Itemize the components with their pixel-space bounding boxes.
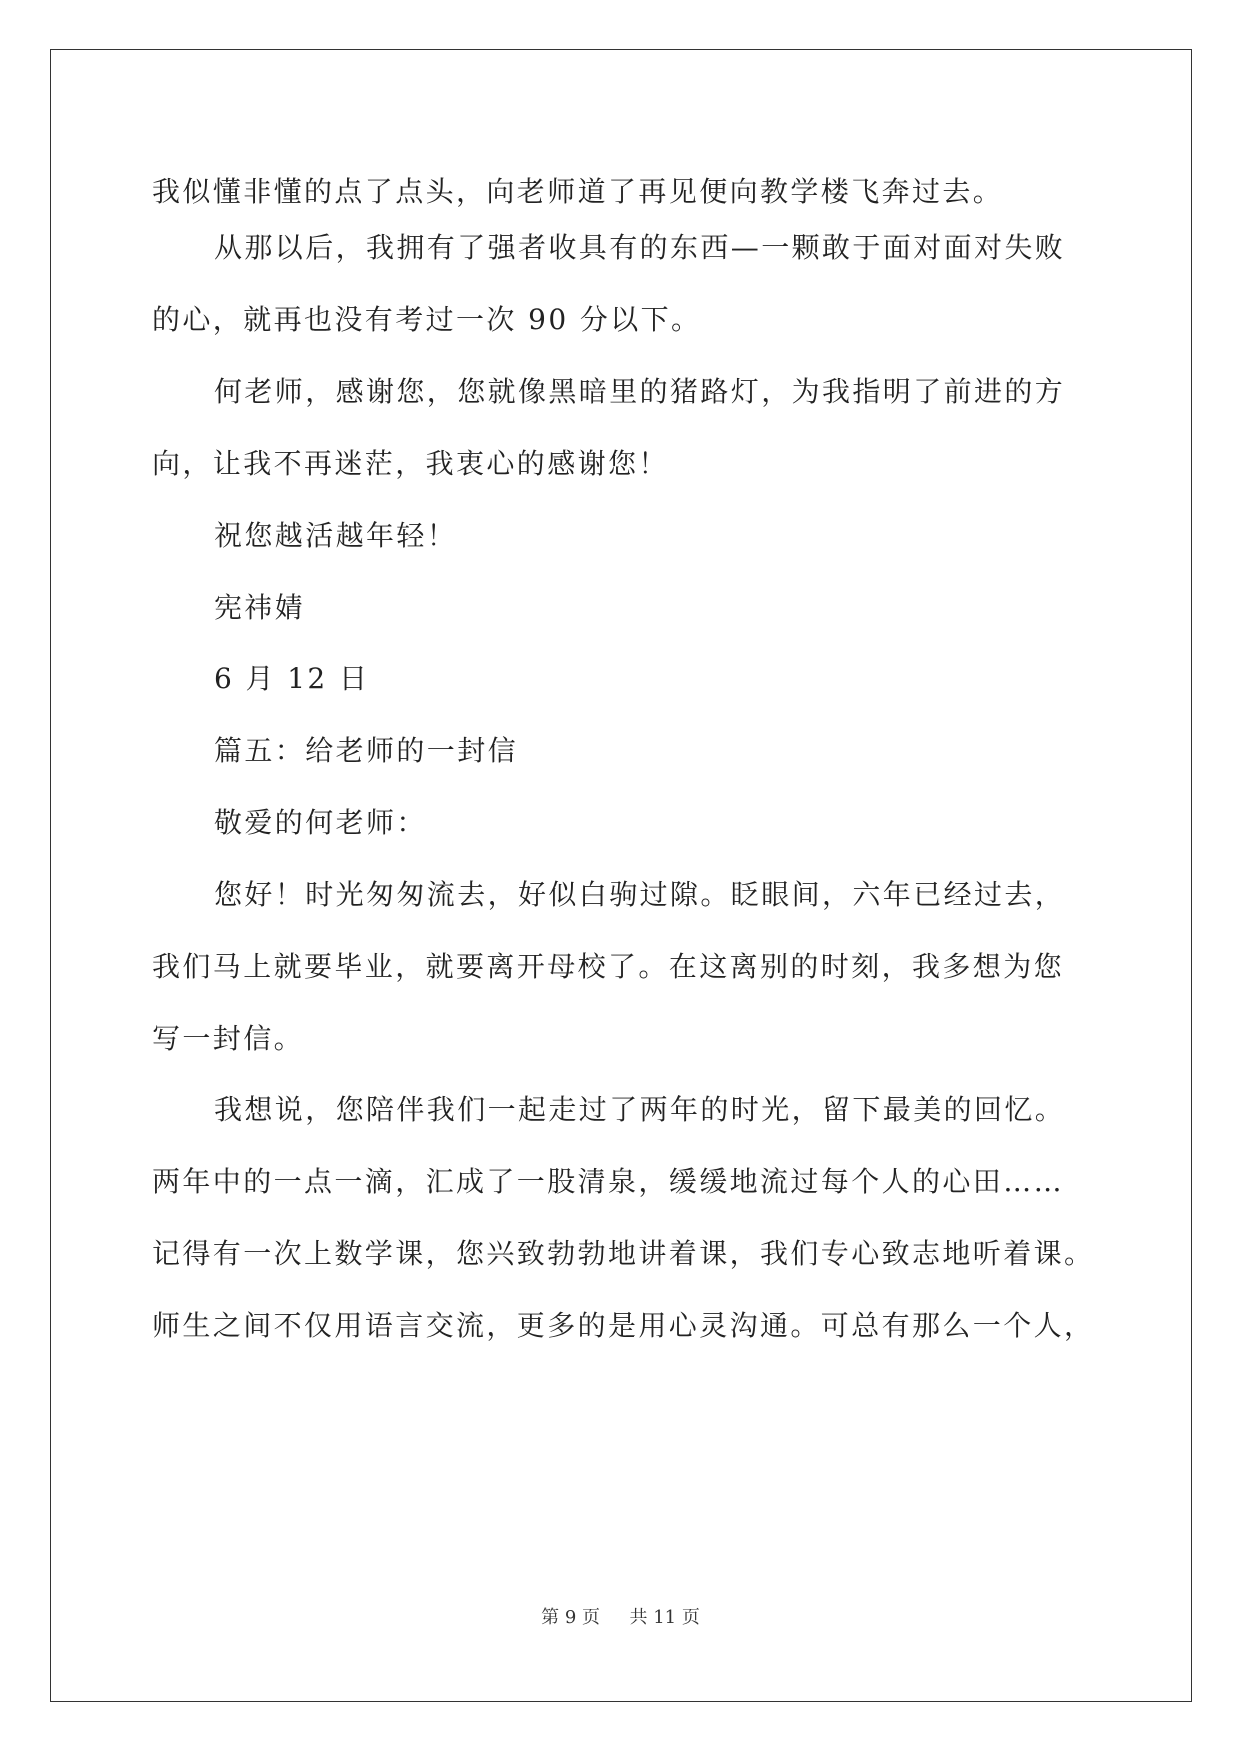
- text-line: 我似懂非懂的点了点头，向老师道了再见便向教学楼飞奔过去。: [152, 175, 1004, 208]
- text-line: 两年中的一点一滴，汇成了一股清泉，缓缓地流过每个人的心田……: [152, 1165, 1065, 1198]
- page-footer: [0, 1606, 1241, 1630]
- text-line: 写一封信。: [152, 1022, 305, 1055]
- text-line: 师生之间不仅用语言交流，更多的是用心灵沟通。可总有那么一个人，: [152, 1309, 1095, 1342]
- text-line: 向，让我不再迷茫，我衷心的感谢您！: [152, 447, 669, 480]
- date-line: 6 月 12 日: [214, 662, 370, 695]
- text-line: 记得有一次上数学课，您兴致勃勃地讲着课，我们专心致志地听着课。: [152, 1237, 1095, 1270]
- page-number: 第 9 页: [541, 1607, 601, 1628]
- text-line: 祝您越活越年轻！: [214, 519, 458, 552]
- salutation: 敬爱的何老师：: [214, 806, 427, 839]
- text-line: 从那以后，我拥有了强者收具有的东西—一颗敢于面对面对失败: [214, 231, 1066, 264]
- page-total: 共 11 页: [629, 1607, 700, 1628]
- signature-name: 宪祎婧: [214, 591, 306, 624]
- text-line: 我们马上就要毕业，就要离开母校了。在这离别的时刻，我多想为您: [152, 950, 1065, 983]
- text-line: 您好！时光匆匆流去，好似白驹过隙。眨眼间，六年已经过去，: [214, 878, 1066, 911]
- text-line: 何老师，感谢您，您就像黑暗里的猪路灯，为我指明了前进的方: [214, 375, 1066, 408]
- page-border: [50, 49, 1192, 1702]
- text-line: 我想说，您陪伴我们一起走过了两年的时光，留下最美的回忆。: [214, 1093, 1066, 1126]
- section-title: 篇五：给老师的一封信: [214, 734, 519, 767]
- text-line: 的心，就再也没有考过一次 90 分以下。: [152, 303, 702, 336]
